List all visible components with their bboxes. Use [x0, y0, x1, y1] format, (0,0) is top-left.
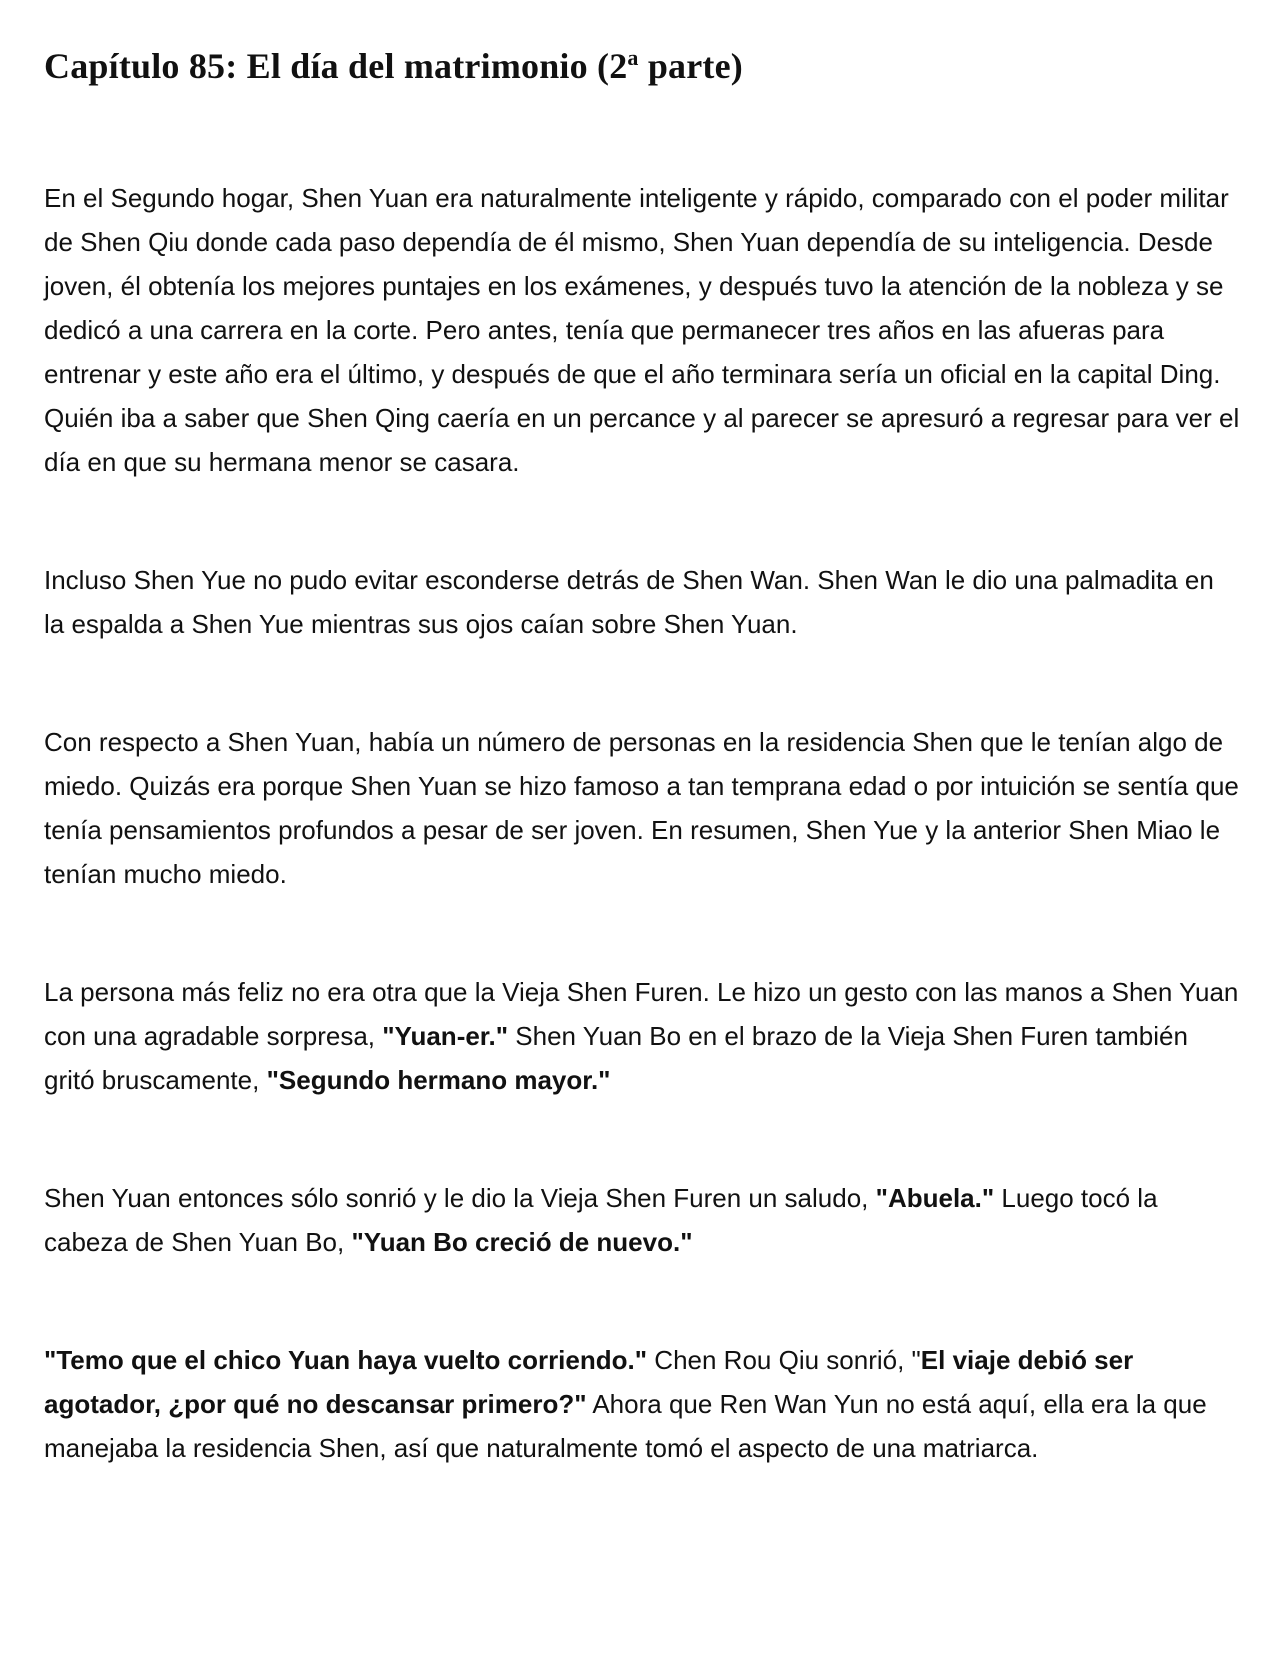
- paragraph-5: [44, 1176, 1240, 1264]
- text-run: Shen Yuan Bo en el brazo de la Vieja Shen Furen también gritó bruscamente,: [44, 1021, 1188, 1095]
- paragraph-6: [44, 1338, 1240, 1470]
- dialogue-bold: "Yuan-er.": [382, 1021, 509, 1051]
- paragraph-4: [44, 970, 1240, 1102]
- text-run: Ahora que Ren Wan Yun no está aquí, ella era la que manejaba la residencia Shen, así que naturalmente tomó el aspecto de una matriarca.: [44, 1389, 1207, 1463]
- text-run: Chen Rou Qiu sonrió, ": [647, 1345, 921, 1375]
- text-run: Luego tocó la cabeza de Shen Yuan Bo,: [44, 1183, 1158, 1257]
- text-run: La persona más feliz no era otra que la Vieja Shen Furen. Le hizo un gesto con las manos a Shen Yuan con una agradable sorpresa,: [44, 977, 1239, 1051]
- chapter-title-end: parte): [638, 46, 743, 86]
- text-run: Con respecto a Shen Yuan, había un número de personas en la residencia Shen que le tenían algo de miedo. Quizás era porque Shen Yuan se hizo famoso a tan temprana edad o por intuición se sentía que tenía pensamientos profundos a pesar de ser joven. En resumen, Shen Yue y la anterior Shen Miao le tenían mucho miedo.: [44, 727, 1239, 889]
- dialogue-bold: "Yuan Bo creció de nuevo.": [351, 1227, 693, 1257]
- chapter-title: [44, 40, 1240, 92]
- chapter-title-superscript: a: [627, 45, 639, 70]
- chapter-title-main: Capítulo 85: El día del matrimonio (2: [44, 46, 628, 86]
- text-run: Incluso Shen Yue no pudo evitar esconderse detrás de Shen Wan. Shen Wan le dio una palmadita en la espalda a Shen Yue mientras sus ojos caían sobre Shen Yuan.: [44, 565, 1214, 639]
- paragraph-1: [44, 176, 1240, 484]
- dialogue-bold: "Abuela.": [875, 1183, 995, 1213]
- paragraph-2: [44, 558, 1240, 646]
- document-page: [44, 40, 1240, 1544]
- dialogue-bold: "Temo que el chico Yuan haya vuelto corriendo.": [44, 1345, 648, 1375]
- dialogue-bold: "Segundo hermano mayor.": [266, 1065, 611, 1095]
- text-run: En el Segundo hogar, Shen Yuan era naturalmente inteligente y rápido, comparado con el poder militar de Shen Qiu donde cada paso dependía de él mismo, Shen Yuan dependía de su inteligencia. Desde joven, él obtenía los mejores puntajes en los exámenes, y después tuvo la atención de la nobleza y se dedicó a una carrera en la corte. Pero antes, tenía que permanecer tres años en las afueras para entrenar y este año era el último, y después de que el año terminara sería un oficial en la capital Ding. Quién iba a saber que Shen Qing caería en un percance y al parecer se apresuró a regresar para ver el día en que su hermana menor se casara.: [44, 183, 1240, 477]
- dialogue-bold: El viaje debió ser agotador, ¿por qué no descansar primero?": [44, 1345, 1134, 1419]
- text-run: Shen Yuan entonces sólo sonrió y le dio la Vieja Shen Furen un saludo,: [44, 1183, 876, 1213]
- paragraph-3: [44, 720, 1240, 896]
